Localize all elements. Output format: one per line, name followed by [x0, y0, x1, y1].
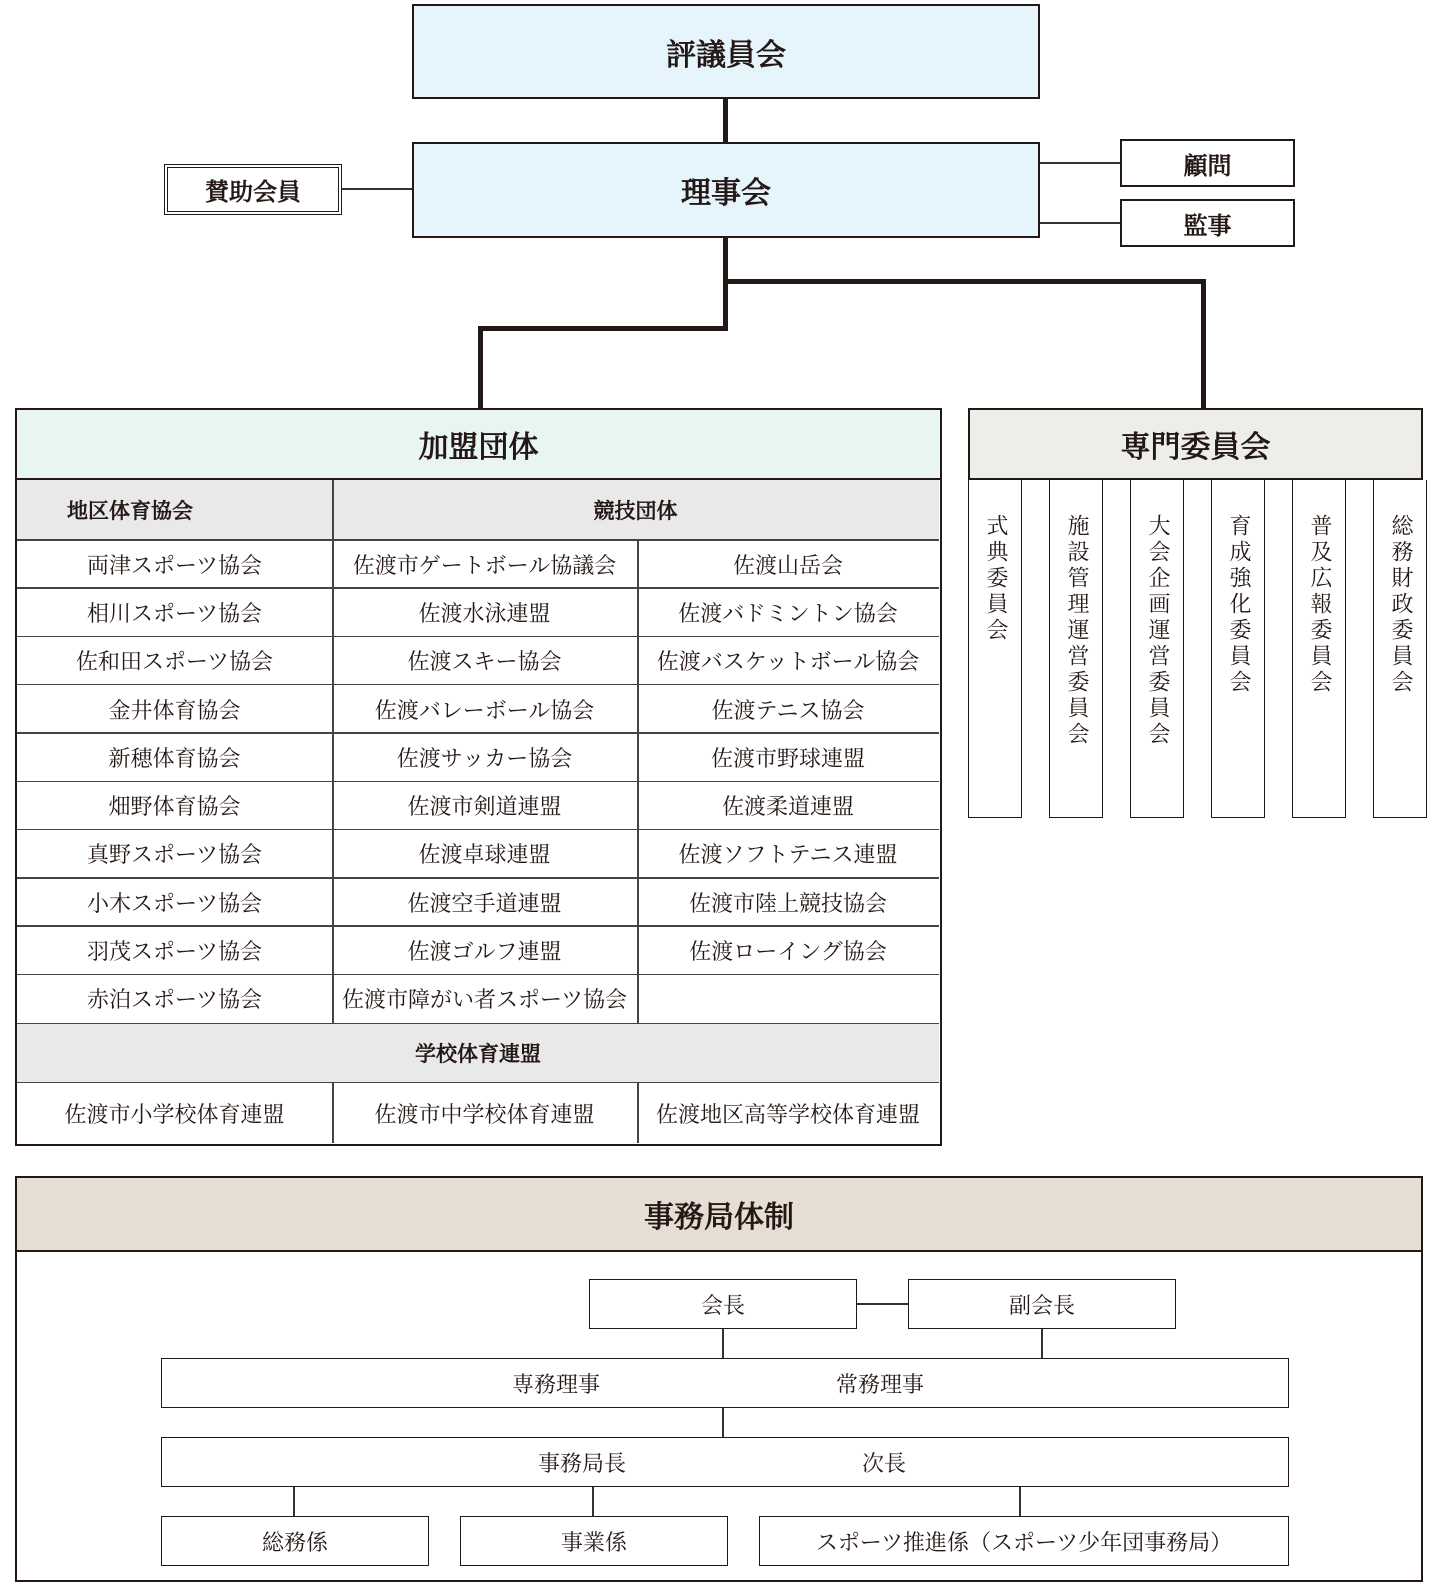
connector — [723, 279, 1206, 284]
sports-promotion-box: スポーツ推進係（スポーツ少年団事務局） — [759, 1516, 1289, 1566]
board-box: 理事会 — [412, 142, 1040, 238]
sports-cell: 佐渡空手道連盟 — [407, 891, 562, 917]
deputy-label: 次長 — [862, 1451, 907, 1477]
sports-cell: 佐渡ゴルフ連盟 — [407, 940, 562, 966]
sports-cell: 佐渡バレーボール協会 — [374, 698, 595, 724]
secretary-general-label: 事務局長 — [538, 1451, 627, 1477]
connector — [592, 1487, 594, 1517]
district-cell: 小木スポーツ協会 — [86, 891, 263, 917]
divider — [332, 480, 334, 1023]
committee-title: 専門委員会 — [968, 408, 1423, 480]
committee-label: 大会企画運営委員会 — [1145, 514, 1170, 748]
sports-cell: 佐渡ローイング協会 — [689, 940, 887, 966]
connector — [1201, 279, 1206, 408]
sports-cell: 佐渡スキー協会 — [407, 650, 562, 676]
committee-label: 式典委員会 — [983, 514, 1008, 644]
committee-label: 総務財政委員会 — [1388, 514, 1413, 696]
sports-cell: 佐渡サッカー協会 — [396, 746, 573, 772]
member-organizations — [15, 408, 942, 1146]
committee-box — [968, 480, 1022, 818]
district-cell: 相川スポーツ協会 — [86, 601, 263, 627]
committee-box — [1130, 480, 1184, 818]
sports-cell: 佐渡テニス協会 — [711, 698, 865, 724]
district-cell: 真野スポーツ協会 — [86, 843, 263, 869]
connector — [293, 1487, 295, 1517]
connector — [857, 1303, 909, 1305]
connector — [342, 188, 412, 190]
sports-cell: 佐渡市陸上競技協会 — [688, 891, 887, 917]
secretariat-box — [161, 1437, 1289, 1487]
sports-cell: 佐渡バスケットボール協会 — [656, 650, 920, 676]
district-cell: 新穂体育協会 — [108, 746, 241, 772]
school-cell: 佐渡地区高等学校体育連盟 — [655, 1102, 920, 1128]
divider — [332, 1083, 334, 1143]
general-affairs-box: 総務係 — [161, 1516, 429, 1566]
sports-header: 競技団体 — [332, 480, 939, 540]
vice-president-box: 副会長 — [908, 1279, 1176, 1329]
committee-label: 育成強化委員会 — [1226, 514, 1251, 696]
district-cell: 赤泊スポーツ協会 — [86, 988, 263, 1014]
district-cell: 畑野体育協会 — [108, 795, 241, 821]
district-header: 地区体育協会 — [17, 480, 332, 540]
business-box: 事業係 — [460, 1516, 728, 1566]
connector — [722, 1329, 724, 1359]
committee-label: 施設管理運営委員会 — [1064, 514, 1089, 748]
connector — [1040, 162, 1121, 164]
divider — [637, 1083, 639, 1143]
sports-cell: 佐渡バドミントン協会 — [678, 601, 898, 627]
committee-box — [1373, 480, 1427, 818]
sports-cell: 佐渡山岳会 — [732, 553, 843, 579]
sports-cell: 佐渡市剣道連盟 — [407, 795, 562, 821]
school-cell: 佐渡市小学校体育連盟 — [64, 1102, 285, 1128]
office-structure — [15, 1176, 1423, 1582]
divider — [637, 540, 639, 1023]
connector — [723, 238, 728, 330]
connector — [722, 1408, 724, 1438]
advisor-box: 顧問 — [1120, 139, 1295, 187]
connector — [1040, 222, 1121, 224]
committee-box — [1211, 480, 1265, 818]
sports-cell: 佐渡卓球連盟 — [418, 843, 551, 869]
member-title: 加盟団体 — [17, 410, 940, 480]
supporters-label: 賛助会員 — [205, 178, 301, 206]
school-cell: 佐渡市中学校体育連盟 — [374, 1102, 595, 1128]
sports-cell: 佐渡柔道連盟 — [721, 795, 854, 821]
sports-cell: 佐渡市野球連盟 — [710, 746, 865, 772]
connector — [478, 326, 728, 331]
committee-label: 普及広報委員会 — [1307, 514, 1332, 696]
council-box: 評議員会 — [412, 4, 1040, 99]
office-title: 事務局体制 — [17, 1178, 1421, 1252]
managing-director-label: 常務理事 — [836, 1372, 925, 1398]
connector — [1041, 1329, 1043, 1359]
connector — [723, 99, 728, 143]
district-cell: 佐和田スポーツ協会 — [75, 650, 274, 676]
committee-box — [1049, 480, 1103, 818]
sports-cell: 佐渡水泳連盟 — [418, 601, 551, 627]
auditor-box: 監事 — [1120, 199, 1295, 247]
district-cell: 両津スポーツ協会 — [86, 553, 263, 579]
committee-box — [1292, 480, 1346, 818]
district-cell: 金井体育協会 — [108, 698, 241, 724]
exec-director-label: 専務理事 — [512, 1372, 601, 1398]
sports-cell: 佐渡市ゲートボール協議会 — [352, 553, 617, 579]
sports-cell — [637, 975, 939, 1023]
directors-box — [161, 1358, 1289, 1408]
school-header: 学校体育連盟 — [17, 1023, 939, 1083]
sports-cell: 佐渡ソフトテニス連盟 — [678, 843, 898, 869]
sports-cell: 佐渡市障がい者スポーツ協会 — [341, 988, 628, 1014]
connector — [1019, 1487, 1021, 1517]
district-cell: 羽茂スポーツ協会 — [86, 940, 263, 966]
supporters-box — [164, 164, 342, 215]
connector — [478, 326, 483, 408]
president-box: 会長 — [589, 1279, 857, 1329]
